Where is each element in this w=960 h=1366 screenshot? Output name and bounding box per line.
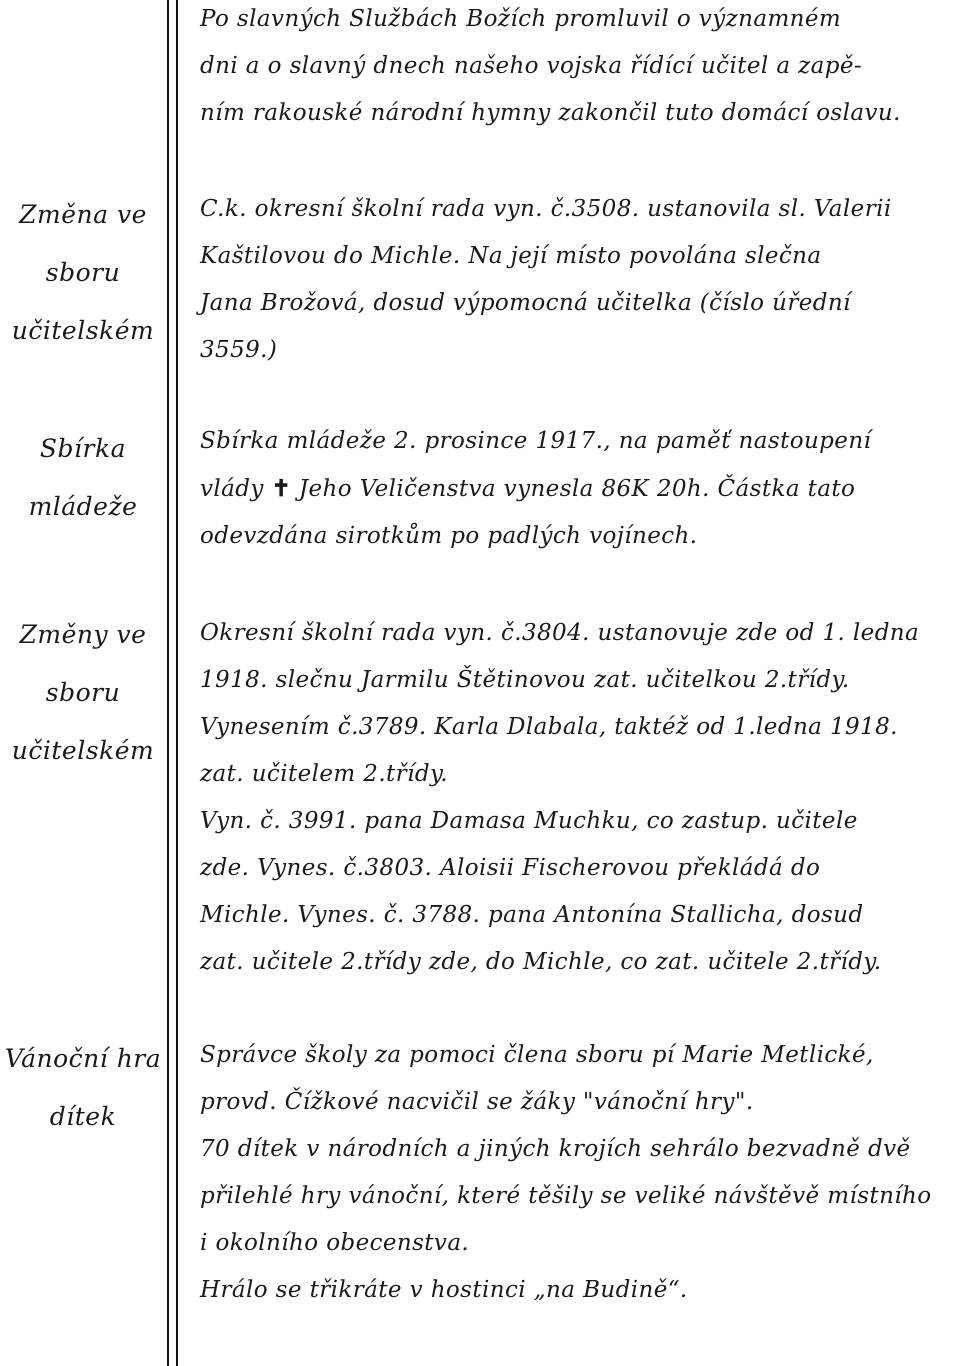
entry-line: Sbírka mládeže 2. prosince 1917., na paměť nastoupení — [200, 428, 872, 454]
intro-entry — [200, 0, 952, 137]
intro-line: ním rakouské národní hymny zakončil tuto domácí oslavu. — [200, 100, 901, 126]
margin-heading-youth-collection: Sbírka mládeže — [28, 434, 138, 521]
margin-heading-staff-change: Změna ve sboru učitelském — [11, 200, 155, 345]
entry-line: zat. učitelem 2.třídy. — [200, 761, 448, 787]
entry-staff-changes — [200, 610, 952, 986]
entry-line: 1918. slečnu Jarmilu Štětinovou zat. učitelkou 2.třídy. — [200, 667, 850, 693]
entry-line: Okresní školní rada vyn. č.3804. ustanovuje zde od 1. ledna — [200, 620, 920, 646]
entry-line: zat. učitele 2.třídy zde, do Michle, co zat. učitele 2.třídy. — [200, 949, 882, 975]
entry-line: přilehlé hry vánoční, které těšily se veliké návštěvě místního — [200, 1183, 932, 1209]
entry-line: provd. Čížkové nacvičil se žáky "vánoční hry". — [200, 1089, 754, 1115]
entry-line: odevzdána sirotkům po padlých vojínech. — [200, 523, 698, 549]
entry-youth-collection — [200, 418, 952, 560]
entry-line: Hrálo se třikráte v hostinci „na Budině“. — [200, 1277, 688, 1303]
entry-line: i okolního obecenstva. — [200, 1230, 470, 1256]
entry-line: 70 dítek v národních a jiných krojích sehrálo bezvadně dvě — [200, 1136, 911, 1162]
entry-christmas-play — [200, 1032, 952, 1314]
entry-line: 3559.) — [200, 337, 278, 363]
entry-line: Jana Brožová, dosud výpomocná učitelka (číslo úřední — [200, 290, 851, 316]
cross-icon: ✝ — [271, 475, 292, 502]
entry-line: zde. Vynes. č.3803. Aloisii Fischerovou překládá do — [200, 855, 821, 881]
entry-line: Vynesením č.3789. Karla Dlabala, taktéž od 1.ledna 1918. — [200, 714, 898, 740]
entry-line: Kaštilovou do Michle. Na její místo povolána slečna — [200, 243, 822, 269]
entry-line: vlády ✝ Jeho Veličenstva vynesla 86K 20h. Částka tato — [200, 475, 856, 502]
margin-heading-staff-changes: Změny ve sboru učitelském — [11, 620, 155, 765]
margin-rule-left — [167, 0, 169, 1366]
entry-staff-change — [200, 186, 952, 374]
entry-line: Michle. Vynes. č. 3788. pana Antonína Stallicha, dosud — [200, 902, 864, 928]
margin-rule-right — [176, 0, 178, 1366]
intro-line: dni a o slavný dnech našeho vojska řídící učitel a zapě- — [200, 53, 863, 79]
entry-line: Vyn. č. 3991. pana Damasa Muchku, co zastup. učitele — [200, 808, 858, 834]
intro-line: Po slavných Službách Božích promluvil o významném — [200, 6, 842, 32]
entry-line: Správce školy za pomoci člena sboru pí Marie Metlické, — [200, 1042, 874, 1068]
margin-heading-christmas-play: Vánoční hra dítek — [4, 1044, 162, 1131]
entry-line: C.k. okresní školní rada vyn. č.3508. ustanovila sl. Valerii — [200, 196, 892, 222]
